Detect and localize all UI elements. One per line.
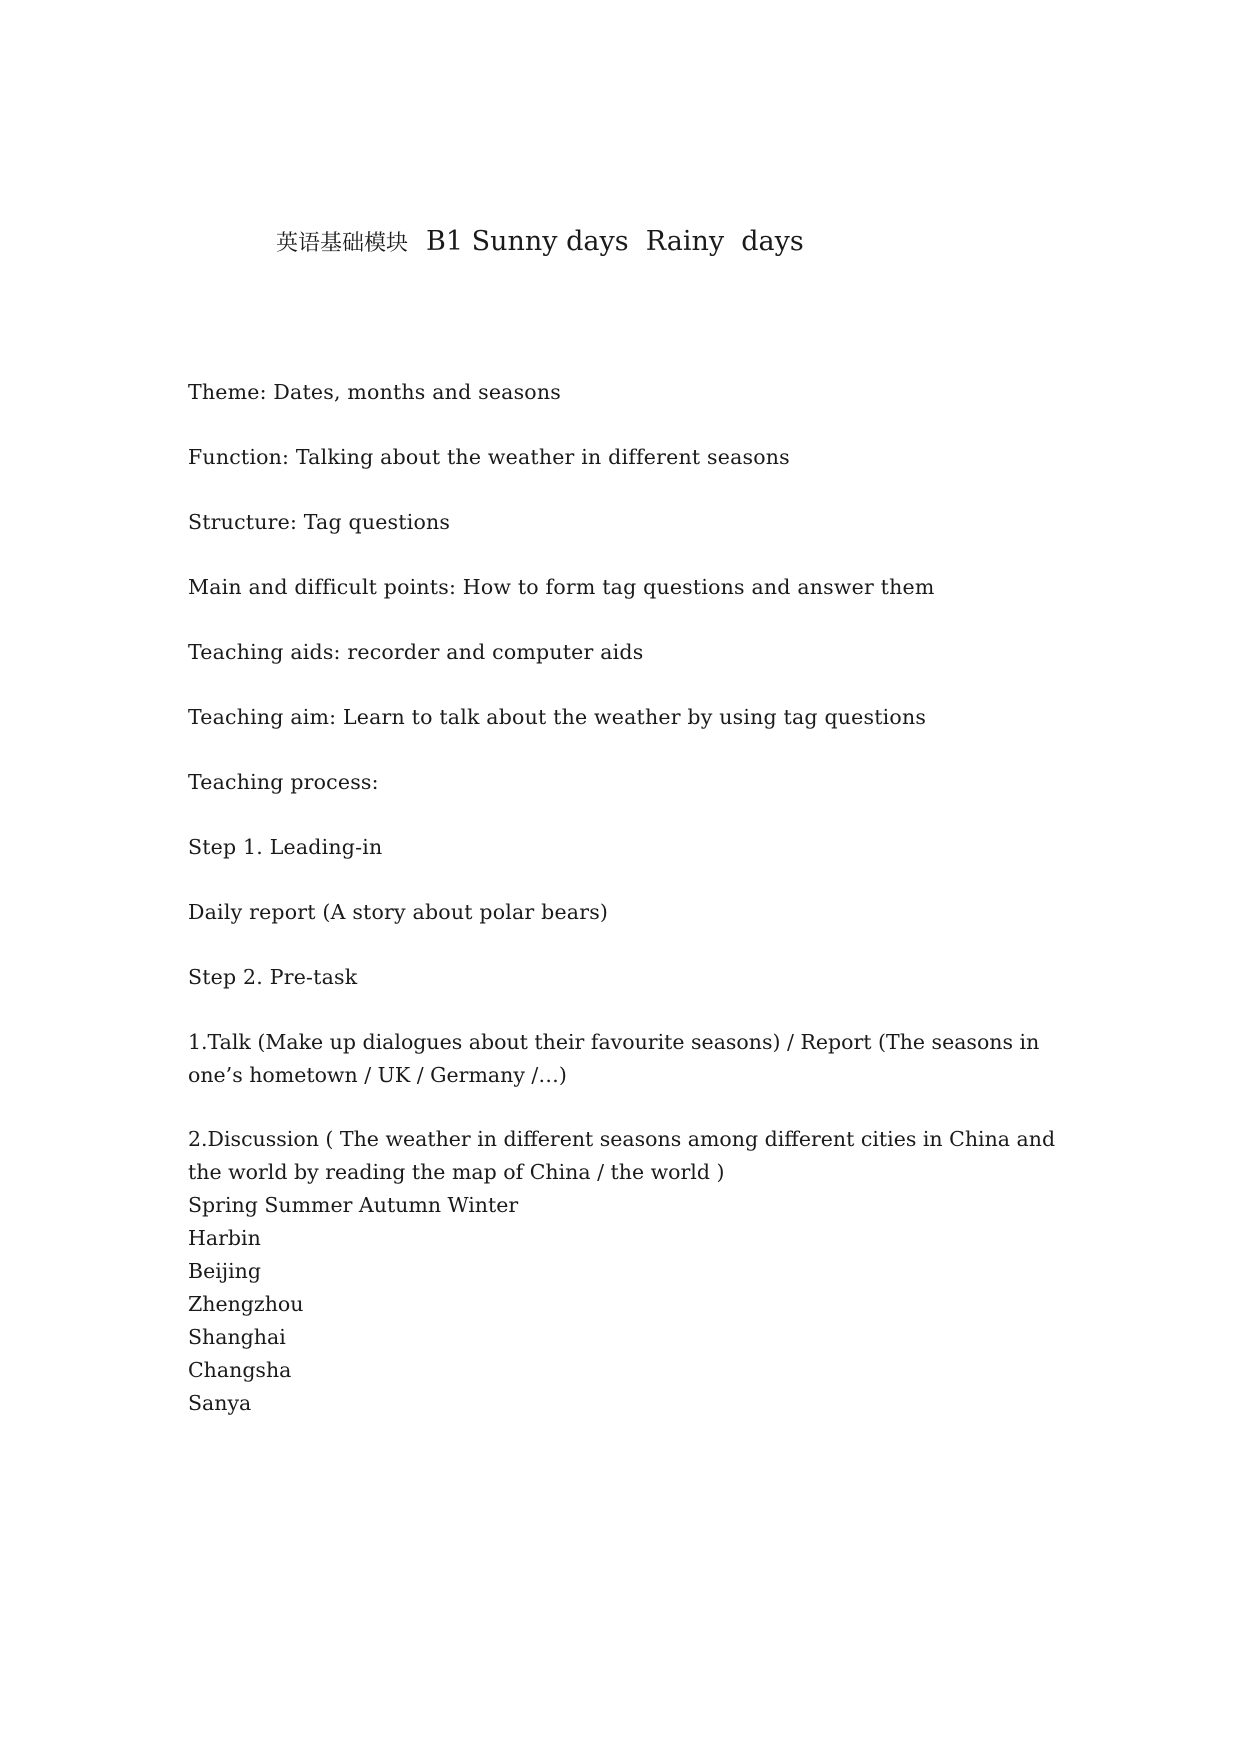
city-item: Beijing — [188, 1259, 261, 1283]
talk-item: 1.Talk (Make up dialogues about their favourite seasons) / Report (The seasons in one’s hometown / UK / Germany /…) — [188, 1030, 1040, 1087]
teaching-process-line: Teaching process: — [188, 770, 379, 794]
document-title — [276, 226, 804, 257]
function-line: Function: Talking about the weather in different seasons — [188, 445, 790, 469]
city-item: Shanghai — [188, 1325, 286, 1349]
teaching-aim-line: Teaching aim: Learn to talk about the weather by using tag questions — [188, 705, 927, 729]
step1-heading: Step 1. Leading-in — [188, 835, 383, 859]
title-chinese: 英语基础模块 — [276, 231, 409, 256]
step2-heading: Step 2. Pre-task — [188, 965, 358, 989]
theme-line: Theme: Dates, months and seasons — [188, 380, 561, 404]
daily-report-line: Daily report (A story about polar bears) — [188, 900, 609, 924]
city-item: Zhengzhou — [188, 1292, 304, 1316]
city-item: Changsha — [188, 1358, 292, 1382]
season-header: Spring Summer Autumn Winter — [188, 1193, 519, 1217]
city-season-list — [188, 1189, 1058, 1420]
discussion-item: 2.Discussion ( The weather in different seasons among different cities in China and the world by reading the map of China / the world ) — [188, 1127, 1056, 1184]
city-item: Sanya — [188, 1391, 252, 1415]
structure-line: Structure: Tag questions — [188, 510, 451, 534]
title-english: B1 Sunny days Rainy days — [426, 226, 804, 257]
city-item: Harbin — [188, 1226, 261, 1250]
main-points-line: Main and difficult points: How to form tag questions and answer them — [188, 575, 935, 599]
teaching-aids-line: Teaching aids: recorder and computer aids — [188, 640, 644, 664]
